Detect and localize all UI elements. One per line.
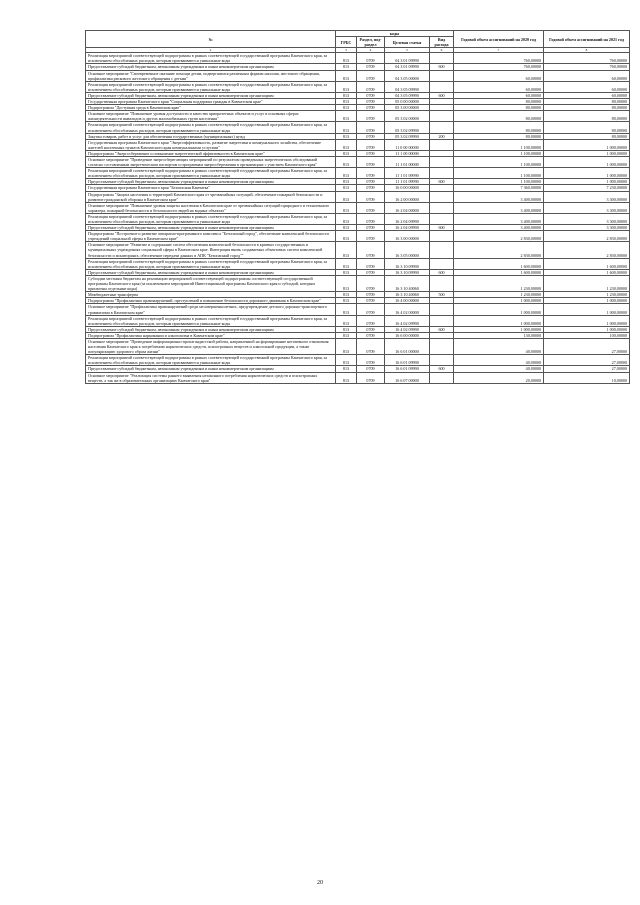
row-description: Предоставление субсидий бюджетным, автономным учреждениям и иным некоммерческим организациям [86,225,336,231]
table-row [86,191,630,202]
row-amount-2021: 1 000,00000 [544,179,630,185]
row-amount-2021: 60,00000 [544,70,630,81]
row-target-article: 16 3 10 09990 [385,258,430,269]
row-grbs: 813 [336,338,357,354]
row-expense-type: 600 [430,92,454,98]
table-row [86,168,630,179]
row-amount-2021: 27,00000 [544,338,630,354]
table-row [86,275,630,291]
row-grbs: 813 [336,355,357,366]
row-grbs: 813 [336,298,357,304]
row-grbs: 813 [336,179,357,185]
header-codes: коды [336,31,454,37]
row-expense-type [430,304,454,315]
row-amount-2020: 1 100,00000 [454,168,544,179]
row-expense-type [430,122,454,133]
row-grbs: 813 [336,242,357,258]
row-description: Реализация мероприятий соответствующей подпрограммы в рамках соответствующей государственной программы Камчатского края, за исключением обособленных расходов, которым присваиваются уникальные коды [86,258,336,269]
row-description: Предоставление субсидий бюджетным, автономным учреждениям и иным некоммерческим организациям [86,92,336,98]
column-index-cell: 7 [454,48,544,53]
row-grbs: 813 [336,213,357,224]
row-target-article: 16 0 00 00000 [385,185,430,191]
row-razdel: 0709 [357,275,385,291]
row-amount-2020: 3 400,00000 [454,202,544,213]
row-amount-2021: 1 000,00000 [544,168,630,179]
row-target-article: 16 4 02 09990 [385,326,430,332]
row-description: Основное мероприятие "Проведение информационно-пропагандистской работы, направленной на формирование негативного отношения населения Камчатского края к потреблению наркотических средств, психотропных веществ и алкогольной продукции, а также популяризацию здорового образа жизни" [86,338,336,354]
row-amount-2020: 1 600,00000 [454,258,544,269]
header-2021: Годовой объем ассигнований на 2021 год [544,31,630,48]
row-expense-type [430,355,454,366]
row-razdel: 0709 [357,105,385,111]
table-row [86,70,630,81]
row-expense-type [430,53,454,64]
row-target-article: 16 6 01 00000 [385,338,430,354]
row-amount-2021: 80,00000 [544,111,630,122]
row-amount-2021: 27,00000 [544,366,630,372]
row-grbs: 813 [336,139,357,150]
row-razdel: 0709 [357,53,385,64]
row-grbs: 813 [336,168,357,179]
row-target-article: 05 0 00 00000 [385,99,430,105]
row-amount-2021: 80,00000 [544,99,630,105]
row-grbs: 813 [336,191,357,202]
row-amount-2020: 40,00000 [454,355,544,366]
row-target-article: 16 3 05 00000 [385,242,430,258]
row-amount-2021: 27,00000 [544,355,630,366]
row-expense-type: 600 [430,366,454,372]
row-razdel: 0709 [357,332,385,338]
row-expense-type: 200 [430,133,454,139]
row-expense-type [430,168,454,179]
row-amount-2020: 80,00000 [454,133,544,139]
row-grbs: 813 [336,202,357,213]
budget-table [85,30,630,384]
row-target-article: 16 6 01 09990 [385,366,430,372]
row-expense-type [430,70,454,81]
row-razdel: 0709 [357,258,385,269]
row-razdel: 0709 [357,156,385,167]
table-row [86,156,630,167]
row-description: Реализация мероприятий соответствующей подпрограммы в рамках соответствующей государственной программы Камчатского края, за исключением обособленных расходов, которым присваиваются уникальные коды [86,53,336,64]
row-razdel: 0709 [357,70,385,81]
row-amount-2020: 1 230,00000 [454,292,544,298]
table-row [86,304,630,315]
row-grbs: 813 [336,64,357,70]
row-description: Основное мероприятие "Реализация системы раннего выявления незаконного потребления наркотических средств и психотропных веществ, а так же в образовательных организациях Камчатского края" [86,372,336,383]
row-grbs: 813 [336,81,357,92]
row-amount-2020: 2 830,00000 [454,242,544,258]
table-row [86,338,630,354]
row-grbs: 813 [336,258,357,269]
row-amount-2021: 1 230,00000 [544,275,630,291]
column-index-cell: 8 [544,48,630,53]
row-amount-2020: 80,00000 [454,122,544,133]
row-expense-type [430,315,454,326]
row-amount-2021: 3 300,00000 [544,213,630,224]
table-row [86,81,630,92]
row-expense-type [430,81,454,92]
row-amount-2020: 1 100,00000 [454,179,544,185]
row-description: Предоставление субсидий бюджетным, автономным учреждениям и иным некоммерческим организациям [86,179,336,185]
row-amount-2021: 1 000,00000 [544,326,630,332]
row-razdel: 0709 [357,366,385,372]
table-row [86,355,630,366]
row-target-article: 16 6 01 09990 [385,355,430,366]
row-amount-2020: 60,00000 [454,92,544,98]
row-amount-2021: 3 300,00000 [544,191,630,202]
row-amount-2021: 1 000,00000 [544,298,630,304]
row-target-article: 11 1 00 00000 [385,150,430,156]
row-target-article: 05 3 00 00000 [385,105,430,111]
row-amount-2021: 80,00000 [544,133,630,139]
header-number: № [86,31,336,48]
row-razdel: 0709 [357,139,385,150]
header-csr: Целевая статья [385,37,430,48]
row-expense-type [430,242,454,258]
row-amount-2021: 80,00000 [544,105,630,111]
row-target-article: 05 3 02 09990 [385,133,430,139]
row-target-article: 16 2 04 09990 [385,213,430,224]
row-razdel: 0709 [357,111,385,122]
row-razdel: 0709 [357,355,385,366]
column-index-cell: 5 [385,48,430,53]
row-expense-type: 600 [430,326,454,332]
row-grbs: 813 [336,231,357,242]
row-amount-2021: 1 000,00000 [544,315,630,326]
row-expense-type: 600 [430,269,454,275]
row-expense-type [430,231,454,242]
row-expense-type [430,213,454,224]
row-expense-type [430,372,454,383]
row-target-article: 11 1 01 09990 [385,168,430,179]
row-target-article: 11 0 00 00000 [385,139,430,150]
row-grbs: 813 [336,156,357,167]
row-amount-2020: 760,00000 [454,53,544,64]
row-razdel: 0709 [357,202,385,213]
row-razdel: 0709 [357,326,385,332]
row-amount-2021: 10,00000 [544,372,630,383]
row-target-article: 16 6 07 00000 [385,372,430,383]
row-amount-2020: 40,00000 [454,338,544,354]
row-amount-2021: 1 600,00000 [544,269,630,275]
row-amount-2021: 2 830,00000 [544,231,630,242]
row-razdel: 0709 [357,242,385,258]
row-target-article: 04 3 01 09990 [385,53,430,64]
table-row [86,242,630,258]
row-amount-2021: 1 000,00000 [544,139,630,150]
row-description: Реализация мероприятий соответствующей подпрограммы в рамках соответствующей государственной программы Камчатского края, за исключением обособленных расходов, которым присваиваются уникальные коды [86,315,336,326]
row-description: Предоставление субсидий бюджетным, автономным учреждениям и иным некоммерческим организациям [86,366,336,372]
row-razdel: 0709 [357,185,385,191]
row-description: Подпрограмма "Защита населения и территорий Камчатского края от чрезвычайных ситуаций, обеспечение пожарной безопасности и развитие гражданской обороны в Камчатском крае" [86,191,336,202]
row-amount-2020: 40,00000 [454,366,544,372]
row-amount-2020: 1 100,00000 [454,139,544,150]
row-amount-2021: 3 300,00000 [544,202,630,213]
row-description: Подпрограмма "Доступная среда в Камчатском крае" [86,105,336,111]
row-razdel: 0709 [357,64,385,70]
row-amount-2020: 1 100,00000 [454,156,544,167]
row-amount-2021: 2 830,00000 [544,242,630,258]
row-amount-2020: 80,00000 [454,111,544,122]
row-description: Предоставление субсидий бюджетным, автономным учреждениям и иным некоммерческим организациям [86,64,336,70]
table-row [86,122,630,133]
row-amount-2020: 1 000,00000 [454,326,544,332]
row-expense-type [430,202,454,213]
row-amount-2020: 60,00000 [454,70,544,81]
row-target-article: 16 4 00 00000 [385,298,430,304]
row-amount-2021: 1 000,00000 [544,156,630,167]
row-target-article: 05 3 02 00000 [385,111,430,122]
row-expense-type [430,258,454,269]
row-description: Реализация мероприятий соответствующей подпрограммы в рамках соответствующей государственной программы Камчатского края, за исключением обособленных расходов, которым присваиваются уникальные коды [86,355,336,366]
row-target-article: 05 3 02 09990 [385,122,430,133]
header-razdel: Раздел, под-раздел [357,37,385,48]
row-grbs: 813 [336,150,357,156]
row-amount-2020: 1 000,00000 [454,315,544,326]
row-razdel: 0709 [357,213,385,224]
row-grbs: 813 [336,133,357,139]
row-description: Государственная программа Камчатского края "Социальная поддержка граждан в Камчатском крае" [86,99,336,105]
row-grbs: 813 [336,332,357,338]
row-amount-2021: 3 300,00000 [544,225,630,231]
row-amount-2020: 1 000,00000 [454,298,544,304]
row-amount-2020: 60,00000 [454,81,544,92]
row-target-article: 16 3 10 40060 [385,292,430,298]
row-description: Реализация мероприятий соответствующей подпрограммы в рамках соответствующей государственной программы Камчатского края, за исключением обособленных расходов, которым присваиваются уникальные коды [86,213,336,224]
row-grbs: 813 [336,185,357,191]
row-expense-type [430,191,454,202]
row-description: Основное мероприятие "Профилактика правонарушений среди несовершеннолетних, предупреждение детского дорожно-транспортного травматизма в Камчатском крае" [86,304,336,315]
row-amount-2020: 3 400,00000 [454,191,544,202]
row-amount-2020: 130,00000 [454,332,544,338]
row-razdel: 0709 [357,225,385,231]
row-razdel: 0709 [357,231,385,242]
row-target-article: 16 3 10 40060 [385,275,430,291]
row-description: Подпрограмма "Профилактика наркомании и алкоголизма в Камчатском крае" [86,332,336,338]
row-description: Основное мероприятие "Своевременное оказание помощи детям, подвергшимся различным формам насилия, жестокого обращения, профилактика рискового жестокого обращения с детьми" [86,70,336,81]
row-grbs: 813 [336,275,357,291]
row-razdel: 0709 [357,133,385,139]
row-amount-2021: 1 230,00000 [544,292,630,298]
row-expense-type [430,275,454,291]
row-expense-type: 600 [430,225,454,231]
row-amount-2020: 2 830,00000 [454,231,544,242]
table-row [86,213,630,224]
row-target-article: 16 4 02 00000 [385,304,430,315]
row-grbs: 813 [336,304,357,315]
row-razdel: 0709 [357,92,385,98]
row-description: Реализация мероприятий соответствующей подпрограммы в рамках соответствующей государственной программы Камчатского края, за исключением обособленных расходов, которым присваиваются уникальные коды [86,81,336,92]
row-target-article: 16 2 00 00000 [385,191,430,202]
row-description: Субсидии местным бюджетам на реализацию мероприятий соответствующей подпрограммы соответствующей государственной программы Камчатского края (за исключением мероприятий Инвестиционной программы Камчатского края и субсидий, которым присвоены отдельные коды) [86,275,336,291]
row-description: Межбюджетные трансферты [86,292,336,298]
row-razdel: 0709 [357,168,385,179]
row-description: Основное мероприятие "Повышение уровня доступности и качества приоритетных объектов и услуг в основных сферах жизнедеятельности инвалидов и других маломобильных групп населения" [86,111,336,122]
row-razdel: 0709 [357,122,385,133]
row-amount-2021: 760,00000 [544,53,630,64]
column-index-cell: 2 [86,48,336,53]
row-razdel: 0709 [357,315,385,326]
row-grbs: 813 [336,105,357,111]
row-target-article: 04 3 05 09990 [385,92,430,98]
row-amount-2021: 1 000,00000 [544,150,630,156]
column-index-cell: 4 [357,48,385,53]
row-amount-2020: 80,00000 [454,105,544,111]
row-expense-type [430,156,454,167]
row-description: Подпрограмма "Профилактика правонарушений, преступлений и повышение безопасности дорожного движения в Камчатском крае" [86,298,336,304]
row-amount-2020: 1 600,00000 [454,269,544,275]
row-expense-type: 600 [430,179,454,185]
header-grbs: ГРБС [336,37,357,48]
row-grbs: 813 [336,315,357,326]
row-grbs: 813 [336,122,357,133]
row-grbs: 813 [336,292,357,298]
row-grbs: 813 [336,70,357,81]
page-number: 20 [317,880,323,886]
row-amount-2021: 100,00000 [544,332,630,338]
row-expense-type [430,111,454,122]
row-target-article: 04 3 01 09990 [385,64,430,70]
row-grbs: 813 [336,53,357,64]
row-amount-2020: 760,00000 [454,64,544,70]
row-razdel: 0709 [357,191,385,202]
row-expense-type: 600 [430,64,454,70]
row-target-article: 16 2 04 09990 [385,225,430,231]
row-grbs: 813 [336,372,357,383]
column-index-cell: 6 [430,48,454,53]
row-amount-2021: 80,00000 [544,122,630,133]
row-target-article: 16 3 00 00000 [385,231,430,242]
row-razdel: 0709 [357,338,385,354]
table-row [86,202,630,213]
row-target-article: 04 3 05 09990 [385,81,430,92]
row-amount-2020: 20,00000 [454,372,544,383]
row-description: Закупка товаров, работ и услуг для обеспечения государственных (муниципальных) нужд [86,133,336,139]
row-description: Основное мероприятие "Проведение энергосберегающих мероприятий по результатам проведенных энергетических обследований согласно составленным энергетическим паспортам и программам энергосбережения в организациях с участием Камчатского края" [86,156,336,167]
row-amount-2021: 760,00000 [544,64,630,70]
row-amount-2021: 7 230,00000 [544,185,630,191]
row-grbs: 813 [336,92,357,98]
row-razdel: 0709 [357,292,385,298]
row-description: Основное мероприятие "Повышение уровня защиты населения в Камчатском крае от чрезвычайных ситуаций природного и техногенного характера, пожарной безопасности и безопасности людей на водных объектах" [86,202,336,213]
row-description: Реализация мероприятий соответствующей подпрограммы в рамках соответствующей государственной программы Камчатского края, за исключением обособленных расходов, которым присваиваются уникальные коды [86,122,336,133]
row-description: Государственная программа Камчатского края "Безопасная Камчатка" [86,185,336,191]
row-amount-2021: 1 600,00000 [544,258,630,269]
row-target-article: 16 2 04 00000 [385,202,430,213]
row-amount-2020: 7 360,00000 [454,185,544,191]
row-grbs: 813 [336,366,357,372]
row-amount-2021: 60,00000 [544,92,630,98]
row-expense-type: 500 [430,292,454,298]
table-row [86,139,630,150]
row-amount-2021: 60,00000 [544,81,630,92]
table-row [86,372,630,383]
row-grbs: 813 [336,225,357,231]
row-razdel: 0709 [357,150,385,156]
table-row [86,258,630,269]
row-grbs: 813 [336,111,357,122]
row-target-article: 04 3 05 00000 [385,70,430,81]
row-description: Подпрограмма "Энергосбережение и повышение энергетической эффективности в Камчатском крае" [86,150,336,156]
row-description: Подпрограмма "Построение и развитие аппаратно-программного комплекса "Безопасный город", обеспечение комплексной безопасности учреждений социальной сферы в Камчатском крае" [86,231,336,242]
row-target-article: 16 6 00 00000 [385,332,430,338]
row-target-article: 16 3 10 09990 [385,269,430,275]
row-razdel: 0709 [357,81,385,92]
row-razdel: 0709 [357,269,385,275]
row-grbs: 813 [336,269,357,275]
row-target-article: 11 1 01 09990 [385,179,430,185]
row-grbs: 813 [336,99,357,105]
row-amount-2021: 1 000,00000 [544,304,630,315]
table-row [86,53,630,64]
row-target-article: 16 4 02 09990 [385,315,430,326]
row-razdel: 0709 [357,372,385,383]
row-razdel: 0709 [357,298,385,304]
row-amount-2020: 1 000,00000 [454,304,544,315]
row-amount-2020: 1 230,00000 [454,275,544,291]
column-index-cell: 3 [336,48,357,53]
row-amount-2020: 80,00000 [454,99,544,105]
row-amount-2020: 3 400,00000 [454,213,544,224]
row-grbs: 813 [336,326,357,332]
row-expense-type [430,139,454,150]
header-2020: Годовой объем ассигнований на 2020 год [454,31,544,48]
row-amount-2020: 1 100,00000 [454,150,544,156]
table-row [86,111,630,122]
header-vr: Вид расхода [430,37,454,48]
row-expense-type [430,338,454,354]
row-description: Реализация мероприятий соответствующей подпрограммы в рамках соответствующей государственной программы Камчатского края, за исключением обособленных расходов, которым присваиваются уникальные коды [86,168,336,179]
row-razdel: 0709 [357,304,385,315]
row-amount-2020: 3 400,00000 [454,225,544,231]
row-target-article: 11 1 01 00000 [385,156,430,167]
row-razdel: 0709 [357,179,385,185]
row-description: Предоставление субсидий бюджетным, автономным учреждениям и иным некоммерческим организациям [86,269,336,275]
row-razdel: 0709 [357,99,385,105]
row-description: Основное мероприятие "Развитие и содержание систем обеспечения комплексной безопасности в краевых государственных и муниципальных учреждениях социальной сферы в Камчатском крае. Интеграция вновь создаваемых объектовых систем комплексной безопасности и мониторинга, обеспечение передачи данных в АПК "Безопасный город"" [86,242,336,258]
table-row [86,231,630,242]
table-row [86,315,630,326]
row-description: Предоставление субсидий бюджетным, автономным учреждениям и иным некоммерческим организациям [86,326,336,332]
row-description: Государственная программа Камчатского края "Энергоэффективность, развитие энергетики и коммунального хозяйства, обеспечение жителей населенных пунктов Камчатского края коммунальными услугами" [86,139,336,150]
